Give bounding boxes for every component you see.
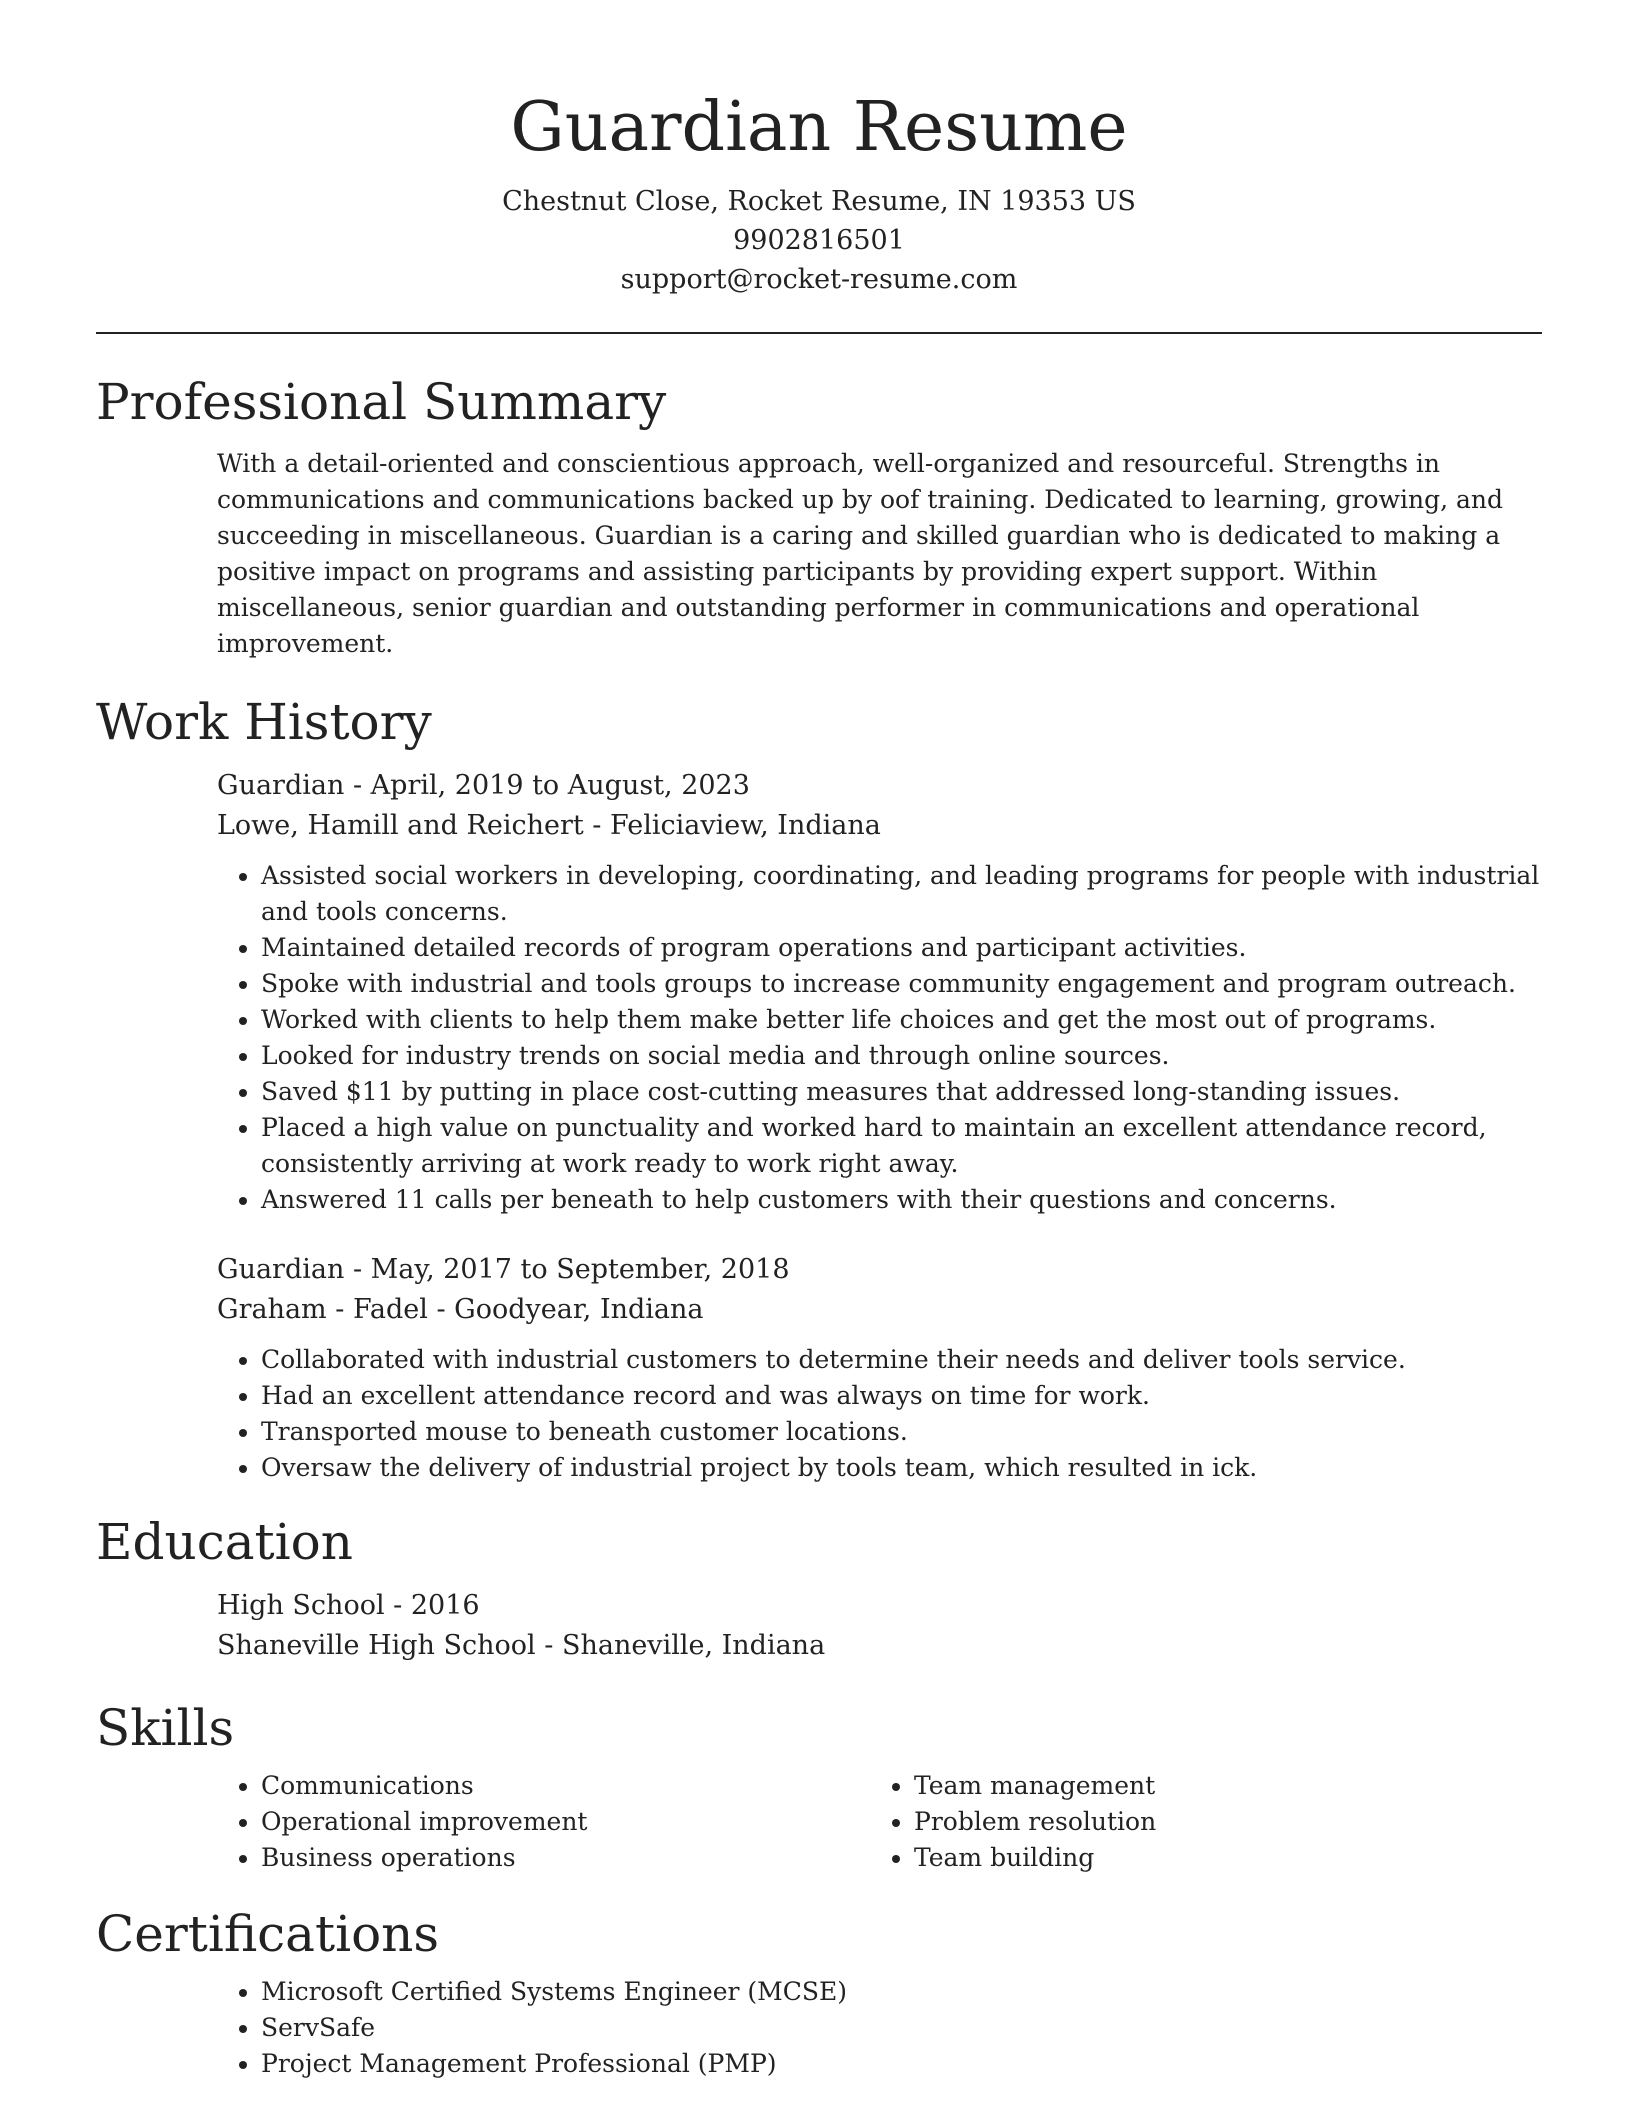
skills-column-right bbox=[870, 1768, 1523, 1876]
candidate-name: Guardian Resume bbox=[510, 88, 1128, 167]
education-section bbox=[96, 1512, 1542, 1666]
job-title: Guardian bbox=[217, 770, 345, 801]
list-item: • Spoke with industrial and tools groups to increase community engagement and program outreach. bbox=[261, 966, 1542, 1002]
graduation-year: - 2016 bbox=[384, 1590, 480, 1621]
skills-heading: Skills bbox=[96, 1699, 235, 1757]
job-bullets bbox=[217, 1342, 1542, 1486]
job-entry bbox=[217, 1250, 1542, 1486]
job-dates: - May, 2017 to September, 2018 bbox=[344, 1254, 790, 1285]
skills-section bbox=[96, 1698, 1542, 1876]
degree: High School bbox=[217, 1590, 385, 1621]
job-title: Guardian bbox=[217, 1254, 345, 1285]
header-divider bbox=[96, 332, 1542, 334]
list-item: • Had an excellent attendance record and was always on time for work. bbox=[261, 1378, 1542, 1414]
list-item: • ServSafe bbox=[261, 2010, 1542, 2046]
list-item: • Maintained detailed records of program operations and participant activities. bbox=[261, 930, 1542, 966]
list-item: • Communications bbox=[261, 1768, 870, 1804]
list-item: • Microsoft Certified Systems Engineer (MCSE) bbox=[261, 1974, 1542, 2010]
list-item: • Operational improvement bbox=[261, 1804, 870, 1840]
contact-info bbox=[96, 182, 1542, 299]
job-company: Lowe, Hamill and Reichert bbox=[217, 810, 584, 841]
list-item: • Saved $11 by putting in place cost-cutting measures that addressed long-standing issues. bbox=[261, 1074, 1542, 1110]
address: Chestnut Close, Rocket Resume, IN 19353 US bbox=[502, 186, 1136, 217]
list-item: • Assisted social workers in developing, coordinating, and leading programs for people with industrial and tools concerns. bbox=[261, 858, 1542, 930]
certifications-heading: Certifications bbox=[96, 1905, 440, 1963]
list-item: • Oversaw the delivery of industrial project by tools team, which resulted in ick. bbox=[261, 1450, 1542, 1486]
school-location: - Shaneville, Indiana bbox=[535, 1630, 826, 1661]
list-item: • Looked for industry trends on social media and through online sources. bbox=[261, 1038, 1542, 1074]
list-item: • Placed a high value on punctuality and worked hard to maintain an excellent attendance record, consistently arriving at work ready to work right away. bbox=[261, 1110, 1542, 1182]
education-degree-line bbox=[217, 1586, 1542, 1626]
job-title-line bbox=[217, 766, 1542, 806]
list-item: • Project Management Professional (PMP) bbox=[261, 2046, 1542, 2082]
education-school-line bbox=[217, 1626, 1542, 1666]
skills-grid bbox=[217, 1768, 1542, 1876]
list-item: • Collaborated with industrial customers to determine their needs and deliver tools service. bbox=[261, 1342, 1542, 1378]
list-item: • Team management bbox=[914, 1768, 1523, 1804]
summary-section bbox=[96, 372, 1542, 662]
list-item: • Team building bbox=[914, 1840, 1523, 1876]
summary-heading: Professional Summary bbox=[96, 373, 667, 431]
resume-header bbox=[96, 0, 1542, 299]
certifications-section bbox=[96, 1904, 1542, 2082]
school-name: Shaneville High School bbox=[217, 1630, 536, 1661]
list-item: • Worked with clients to help them make better life choices and get the most out of programs. bbox=[261, 1002, 1542, 1038]
email: support@rocket-resume.com bbox=[620, 264, 1018, 295]
work-history-section bbox=[96, 692, 1542, 1486]
list-item: • Transported mouse to beneath customer locations. bbox=[261, 1414, 1542, 1450]
job-location: - Goodyear, Indiana bbox=[427, 1294, 704, 1325]
phone: 9902816501 bbox=[733, 225, 905, 256]
education-heading: Education bbox=[96, 1513, 353, 1571]
resume-page bbox=[96, 0, 1542, 2082]
certifications-list bbox=[217, 1974, 1542, 2082]
job-bullets bbox=[217, 858, 1542, 1218]
skills-column-left bbox=[217, 1768, 870, 1876]
job-company-line bbox=[217, 806, 1542, 846]
work-history-heading: Work History bbox=[96, 693, 432, 751]
summary-text: With a detail-oriented and conscientious approach, well-organized and resourceful. Strengths in communications and communications backed up by oof training. Dedicated to learning, growing, and succeeding in miscellaneous. Guardian is a caring and skilled guardian who is dedicated to making a positive impact on programs and assisting participants by providing expert support. Within miscellaneous, senior guardian and outstanding performer in communications and operational improvement. bbox=[217, 449, 1503, 658]
job-location: - Feliciaview, Indiana bbox=[583, 810, 881, 841]
list-item: • Answered 11 calls per beneath to help customers with their questions and concerns. bbox=[261, 1182, 1542, 1218]
job-entry bbox=[217, 766, 1542, 1218]
job-company-line bbox=[217, 1290, 1542, 1330]
job-title-line bbox=[217, 1250, 1542, 1290]
job-company: Graham - Fadel bbox=[217, 1294, 428, 1325]
list-item: • Business operations bbox=[261, 1840, 870, 1876]
list-item: • Problem resolution bbox=[914, 1804, 1523, 1840]
job-dates: - April, 2019 to August, 2023 bbox=[344, 770, 750, 801]
